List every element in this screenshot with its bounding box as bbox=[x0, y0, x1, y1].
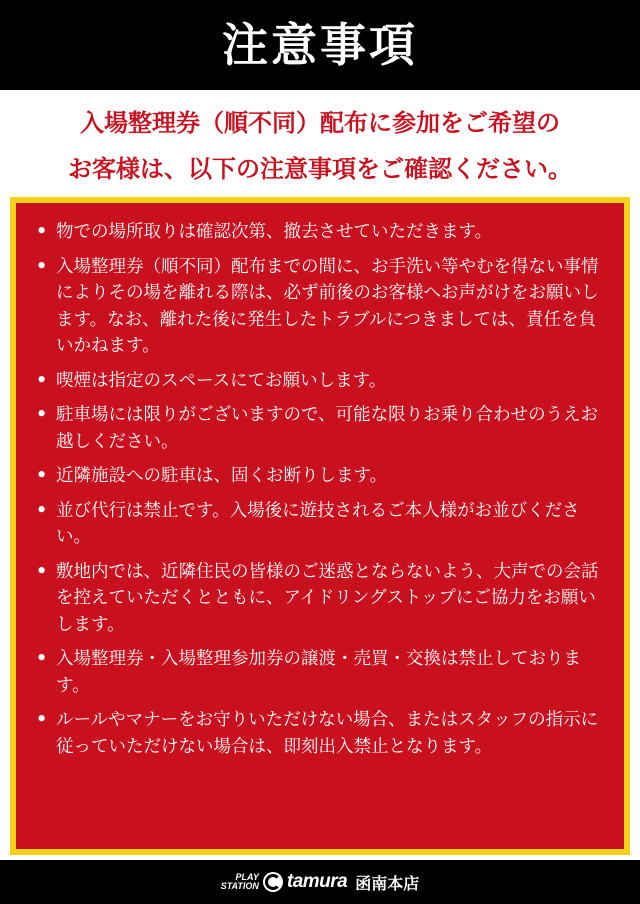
notice-text: 駐車場には限りがございますので、可能な限りお乗り合わせのうえお越しください。 bbox=[56, 405, 599, 452]
notice-item bbox=[34, 219, 610, 246]
brand-name: tamura bbox=[286, 871, 348, 892]
notice-text: 物での場所取りは確認次第、撤去させていただきます。 bbox=[56, 222, 493, 242]
intro-line-1: 入場整理券（順不同）配布に参加をご希望の bbox=[80, 109, 560, 137]
notice-item bbox=[34, 368, 610, 395]
footer-bar bbox=[0, 860, 640, 904]
intro-text bbox=[0, 100, 640, 192]
bullet-icon: • bbox=[36, 466, 48, 486]
notice-text: 入場整理券（順不同）配布までの間に、お手洗い等やむを得ない事情によりその場を離れる際は、必ず前後のお客様へお声がけをお願いします。なお、離れた後に発生したトラブルにつきましては、責任を負いかねます。 bbox=[56, 256, 599, 356]
notice-text: 近隣施設への駐車は、固くお断りします。 bbox=[56, 466, 388, 486]
bullet-icon: • bbox=[36, 710, 48, 730]
notice-text: 敷地内では、近隣住民の皆様のご迷惑とならないよう、大声での会話を控えていただくとともに、アイドリングストップにご協力をお願いします。 bbox=[56, 561, 599, 635]
station-text: STATION bbox=[220, 881, 259, 891]
bullet-icon: • bbox=[36, 370, 48, 391]
notice-item bbox=[34, 254, 610, 360]
notice-item bbox=[34, 707, 610, 760]
notice-text: ルールやマナーをお守りいただけない場合、またはスタッフの指示に従っていただけない場合は、即刻出入禁止となります。 bbox=[56, 710, 599, 757]
notice-item bbox=[34, 463, 610, 490]
bullet-icon: • bbox=[36, 649, 48, 669]
bullet-icon: • bbox=[36, 561, 48, 582]
notice-text: 入場整理券・入場整理参加券の譲渡・売買・交換は禁止しております。 bbox=[56, 649, 581, 696]
bullet-icon: • bbox=[36, 405, 48, 425]
notice-list bbox=[16, 203, 624, 760]
page-title: 注意事項 bbox=[222, 18, 418, 72]
play-station-label bbox=[221, 873, 259, 891]
notice-item bbox=[34, 559, 610, 639]
bullet-icon: • bbox=[36, 256, 48, 277]
notice-item bbox=[34, 402, 610, 455]
header-bar bbox=[0, 0, 640, 90]
notice-box bbox=[10, 197, 630, 855]
notice-item bbox=[34, 498, 610, 551]
notice-item bbox=[34, 646, 610, 699]
bullet-icon: • bbox=[36, 222, 48, 242]
bullet-icon: • bbox=[36, 500, 48, 521]
intro-line-2: お客様は、以下の注意事項をご確認ください。 bbox=[68, 155, 572, 183]
store-name: 函南本店 bbox=[355, 873, 420, 893]
notice-text: 並び代行は禁止です。入場後に遊技されるご本人様がお並びください。 bbox=[56, 500, 580, 547]
notice-text: 喫煙は指定のスペースにてお願いします。 bbox=[56, 370, 387, 391]
store-logo bbox=[221, 871, 420, 894]
tamura-logo-icon bbox=[263, 872, 283, 892]
play-text: PLAY bbox=[235, 872, 259, 882]
